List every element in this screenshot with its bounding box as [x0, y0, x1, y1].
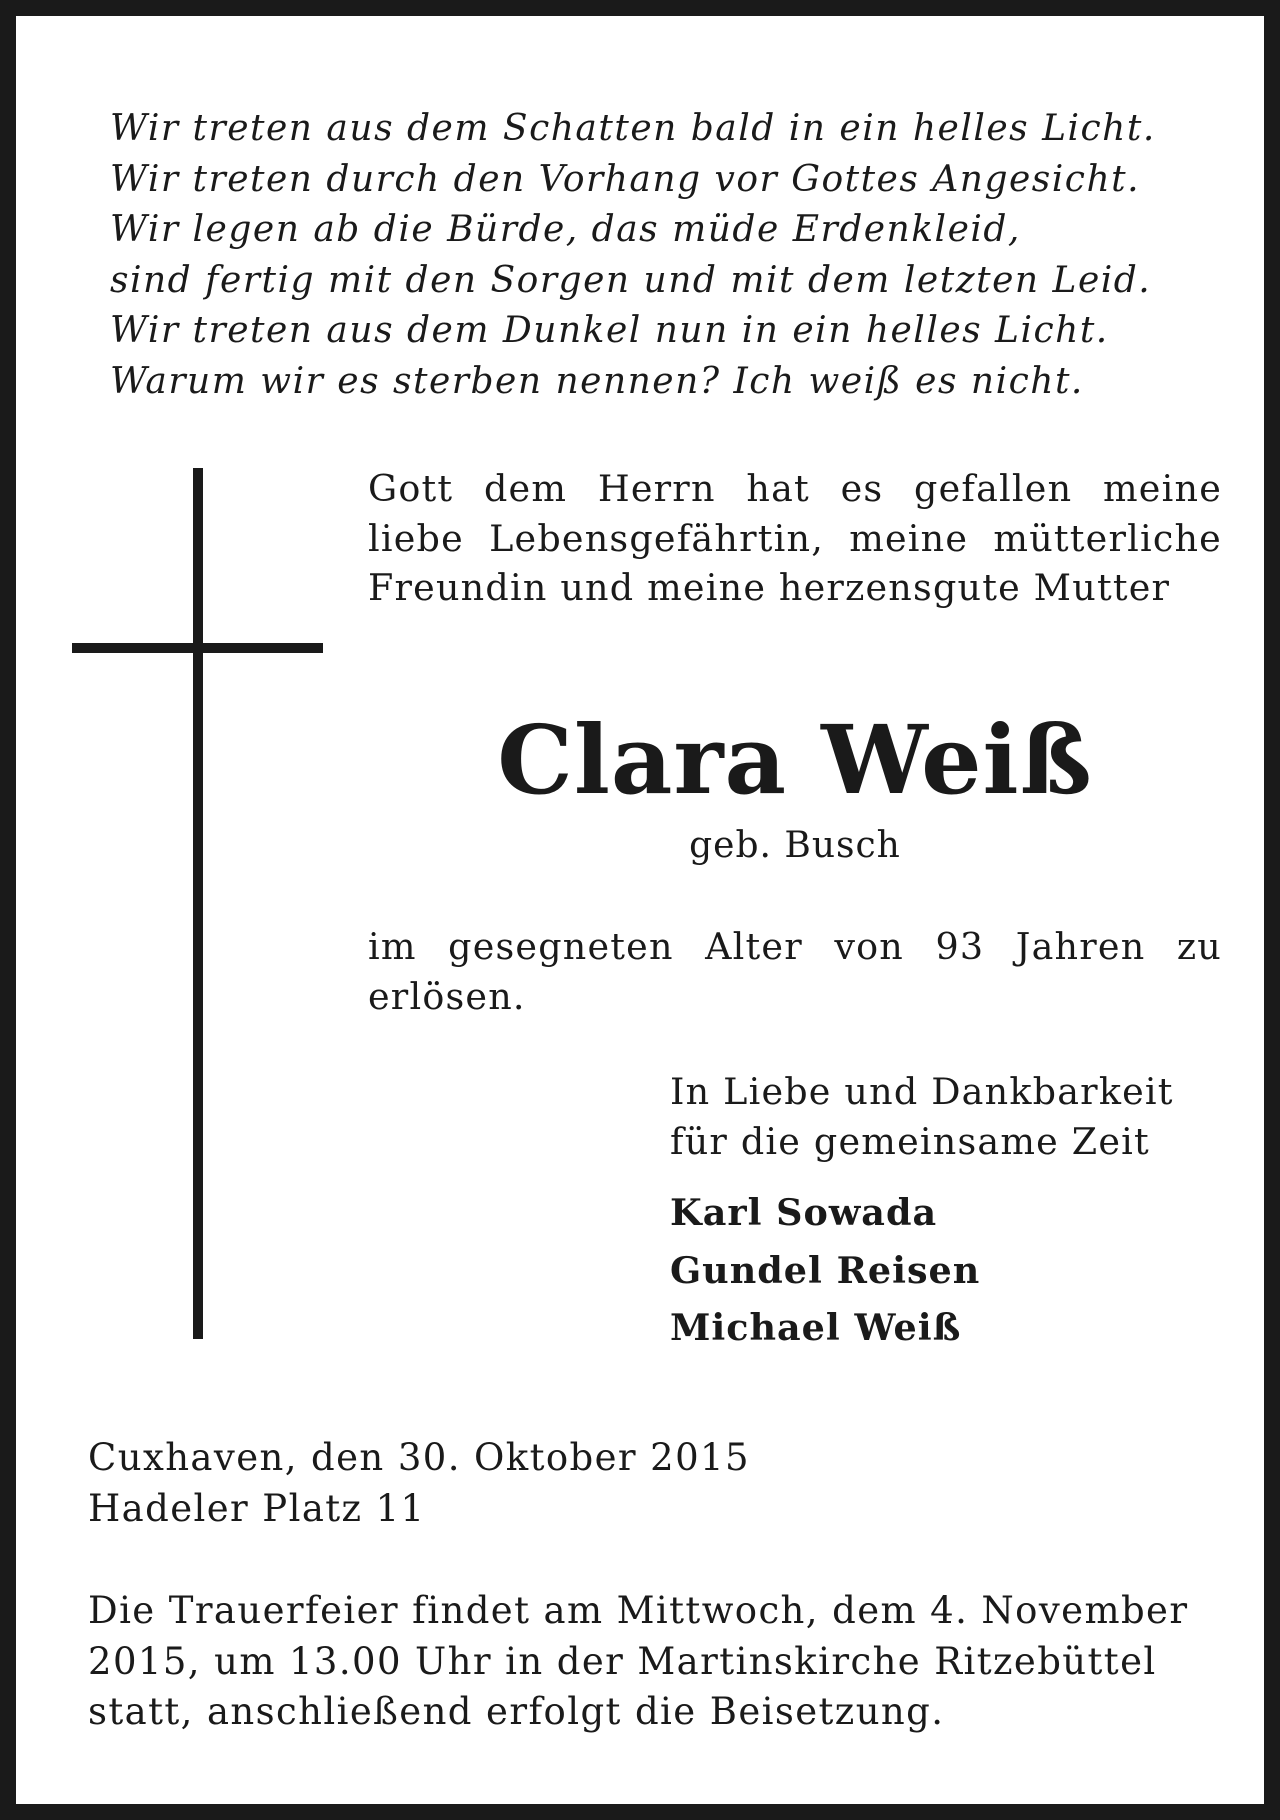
- poem-line: sind fertig mit den Sorgen und mit dem letzten Leid.: [110, 259, 1152, 301]
- deceased-name: Clara Weiß: [497, 705, 1093, 816]
- thanks-line: In Liebe und Dankbarkeit: [670, 1070, 1174, 1113]
- funeral-line: Die Trauerfeier findet am Mittwoch, dem 4. November: [88, 1589, 1189, 1632]
- poem-line: Wir treten durch den Vorhang vor Gottes Angesicht.: [110, 158, 1141, 200]
- place-date-line: Cuxhaven, den 30. Oktober 2015: [88, 1436, 750, 1479]
- poem-line: Wir treten aus dem Schatten bald in ein helles Licht.: [110, 108, 1156, 149]
- thanks-text: [670, 1067, 1174, 1166]
- age-text: im gesegneten Alter von 93 Jahren zu erlösen.: [368, 925, 1222, 1018]
- poem-line: Wir treten aus dem Dunkel nun in ein helles Licht.: [110, 310, 1109, 352]
- thanks-line: für die gemeinsame Zeit: [670, 1119, 1150, 1163]
- cross-horizontal-bar: [72, 643, 323, 653]
- maiden-name: geb. Busch: [689, 825, 901, 866]
- mourners-list: [670, 1184, 980, 1357]
- mourner-name: Karl Sowada: [670, 1191, 938, 1234]
- address-line: Hadeler Platz 11: [88, 1486, 426, 1530]
- cross-vertical-bar: [193, 468, 203, 1339]
- poem-line: Warum wir es sterben nennen? Ich weiß es nicht.: [110, 360, 1084, 402]
- mourner-name: Gundel Reisen: [670, 1248, 981, 1292]
- mourner-name: Michael Weiß: [670, 1306, 962, 1349]
- funeral-line: 2015, um 13.00 Uhr in der Martinskirche Ritzebüttel: [88, 1639, 1157, 1683]
- funeral-details: [88, 1586, 1222, 1738]
- poem-line: Wir legen ab die Bürde, das müde Erdenkleid,: [110, 209, 1021, 251]
- place-date: [88, 1433, 750, 1534]
- funeral-line: statt, anschließend erfolgt die Beisetzung.: [88, 1690, 945, 1733]
- announcement-text: Gott dem Herrn hat es gefallen meine liebe Lebensgefährtin, meine mütterliche Freundin und meine herzensgute Mutter: [368, 467, 1222, 609]
- poem: [110, 104, 1250, 408]
